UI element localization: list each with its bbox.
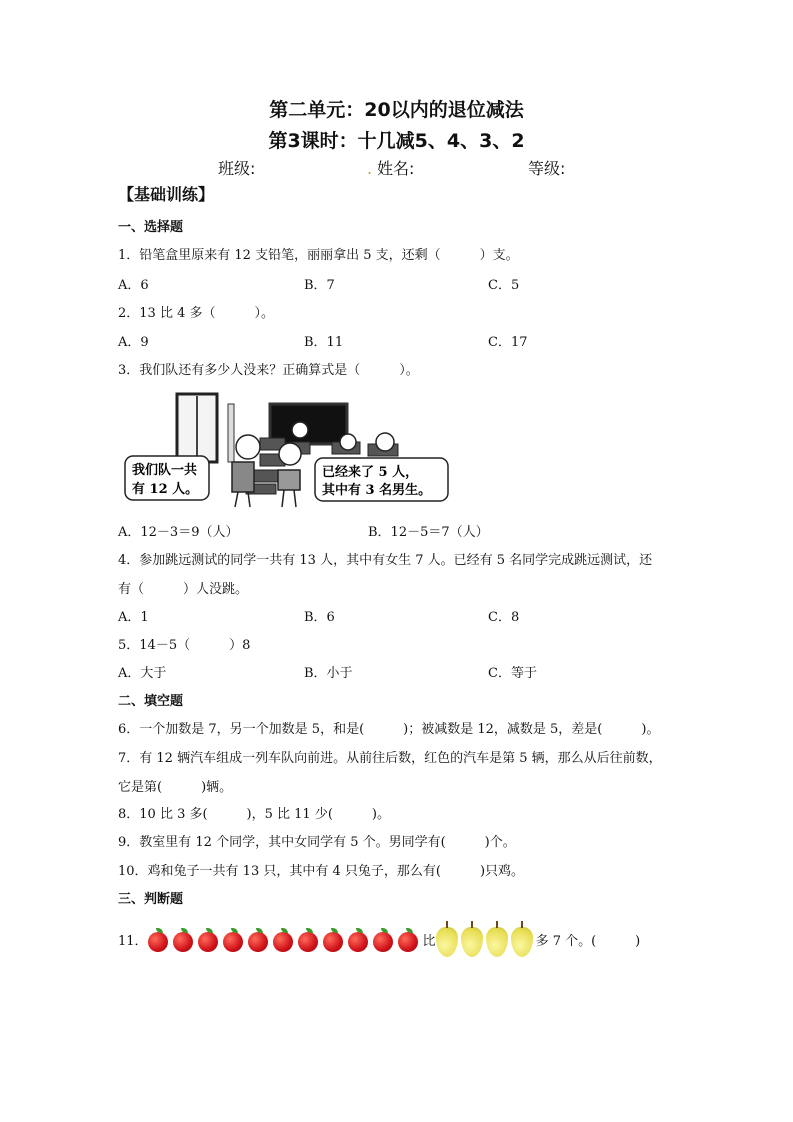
class-label: 班级: xyxy=(218,159,256,178)
apple-icon xyxy=(148,932,168,952)
name-label: 姓名: xyxy=(377,159,415,178)
apple-icon xyxy=(173,932,193,952)
apple-icon xyxy=(248,932,268,952)
grade-label: 等级: xyxy=(528,159,566,178)
page-title: 第二单元：20以内的退位减法 xyxy=(269,99,524,121)
dot-mark: . xyxy=(367,159,373,178)
bubble-right-line2: 其中有 3 名男生。 xyxy=(322,483,432,498)
section-fill-blank: 二、填空题 xyxy=(118,694,184,709)
option-a: A．6 xyxy=(118,278,149,293)
pear-icon xyxy=(461,927,483,957)
option-a: A．大于 xyxy=(118,666,167,681)
option-c: C．5 xyxy=(488,278,520,293)
question-2: 2．13 比 4 多（ ）。 xyxy=(118,306,274,321)
question-4: 4．参加跳远测试的同学一共有 13 人，其中有女生 7 人。已经有 5 名同学完成跳远测试，还 xyxy=(118,553,653,568)
question-3: 3．我们队还有多少人没来？正确算式是（ ）。 xyxy=(118,363,419,378)
q11-number: 11． xyxy=(118,934,148,949)
pear-icon xyxy=(511,927,533,957)
question-7: 7．有 12 辆汽车组成一列车队向前进。从前往后数，红色的汽车是第 5 辆，那么从后往前数， xyxy=(118,751,662,766)
question-8: 8．10 比 3 多( )，5 比 11 少( )。 xyxy=(118,807,390,822)
apple-icon xyxy=(323,932,343,952)
apple-icon xyxy=(298,932,318,952)
option-c: C．等于 xyxy=(488,666,537,681)
question-9: 9．教室里有 12 个同学，其中女同学有 5 个。男同学有( )个。 xyxy=(118,835,516,850)
bubble-left-line2: 有 12 人。 xyxy=(132,482,199,497)
question-1: 1．铅笔盒里原来有 12 支铅笔，丽丽拿出 5 支，还剩（ ）支。 xyxy=(118,248,519,263)
q11-compare: 比 xyxy=(422,934,436,949)
section-judgement: 三、判断题 xyxy=(118,892,184,907)
apple-icon xyxy=(273,932,293,952)
question-6: 6．一个加数是 7，另一个加数是 5，和是( )；被减数是 12，减数是 5，差是( )。 xyxy=(118,722,660,737)
bubble-right-line1: 已经来了 5 人， xyxy=(322,465,419,480)
option-b: B．12－5＝7（人） xyxy=(368,525,489,540)
question-10: 10．鸡和兔子一共有 13 只，其中有 4 只兔子，那么有( )只鸡。 xyxy=(118,864,525,879)
option-b: B．7 xyxy=(304,278,335,293)
option-b: B．11 xyxy=(304,335,344,350)
pear-group xyxy=(436,934,536,949)
option-c: C．8 xyxy=(488,610,520,625)
option-a: A．12－3＝9（人） xyxy=(118,525,239,540)
option-b: B．6 xyxy=(304,610,335,625)
apple-icon xyxy=(198,932,218,952)
option-a: A．9 xyxy=(118,335,149,350)
apple-icon xyxy=(398,932,418,952)
option-b: B．小于 xyxy=(304,666,353,681)
question-7-cont: 它是第( )辆。 xyxy=(118,780,233,795)
question-5: 5．14－5（ ）8 xyxy=(118,638,251,653)
section-basic-training: 【基础训练】 xyxy=(118,185,215,204)
option-a: A．1 xyxy=(118,610,149,625)
pear-icon xyxy=(486,927,508,957)
question-4-cont: 有（ ）人没跳。 xyxy=(118,582,249,597)
question-11 xyxy=(118,926,640,958)
bubble-left-line1: 我们队一共 xyxy=(132,463,198,478)
apple-icon xyxy=(373,932,393,952)
apple-icon xyxy=(223,932,243,952)
q11-suffix: 多 7 个。( ) xyxy=(535,934,641,949)
page-subtitle: 第3课时：十几减5、4、3、2 xyxy=(268,130,525,152)
pear-icon xyxy=(436,927,458,957)
option-c: C．17 xyxy=(488,335,528,350)
section-choice: 一、选择题 xyxy=(118,220,184,235)
apple-icon xyxy=(348,932,368,952)
apple-group xyxy=(148,934,423,949)
classroom-illustration xyxy=(120,392,460,516)
